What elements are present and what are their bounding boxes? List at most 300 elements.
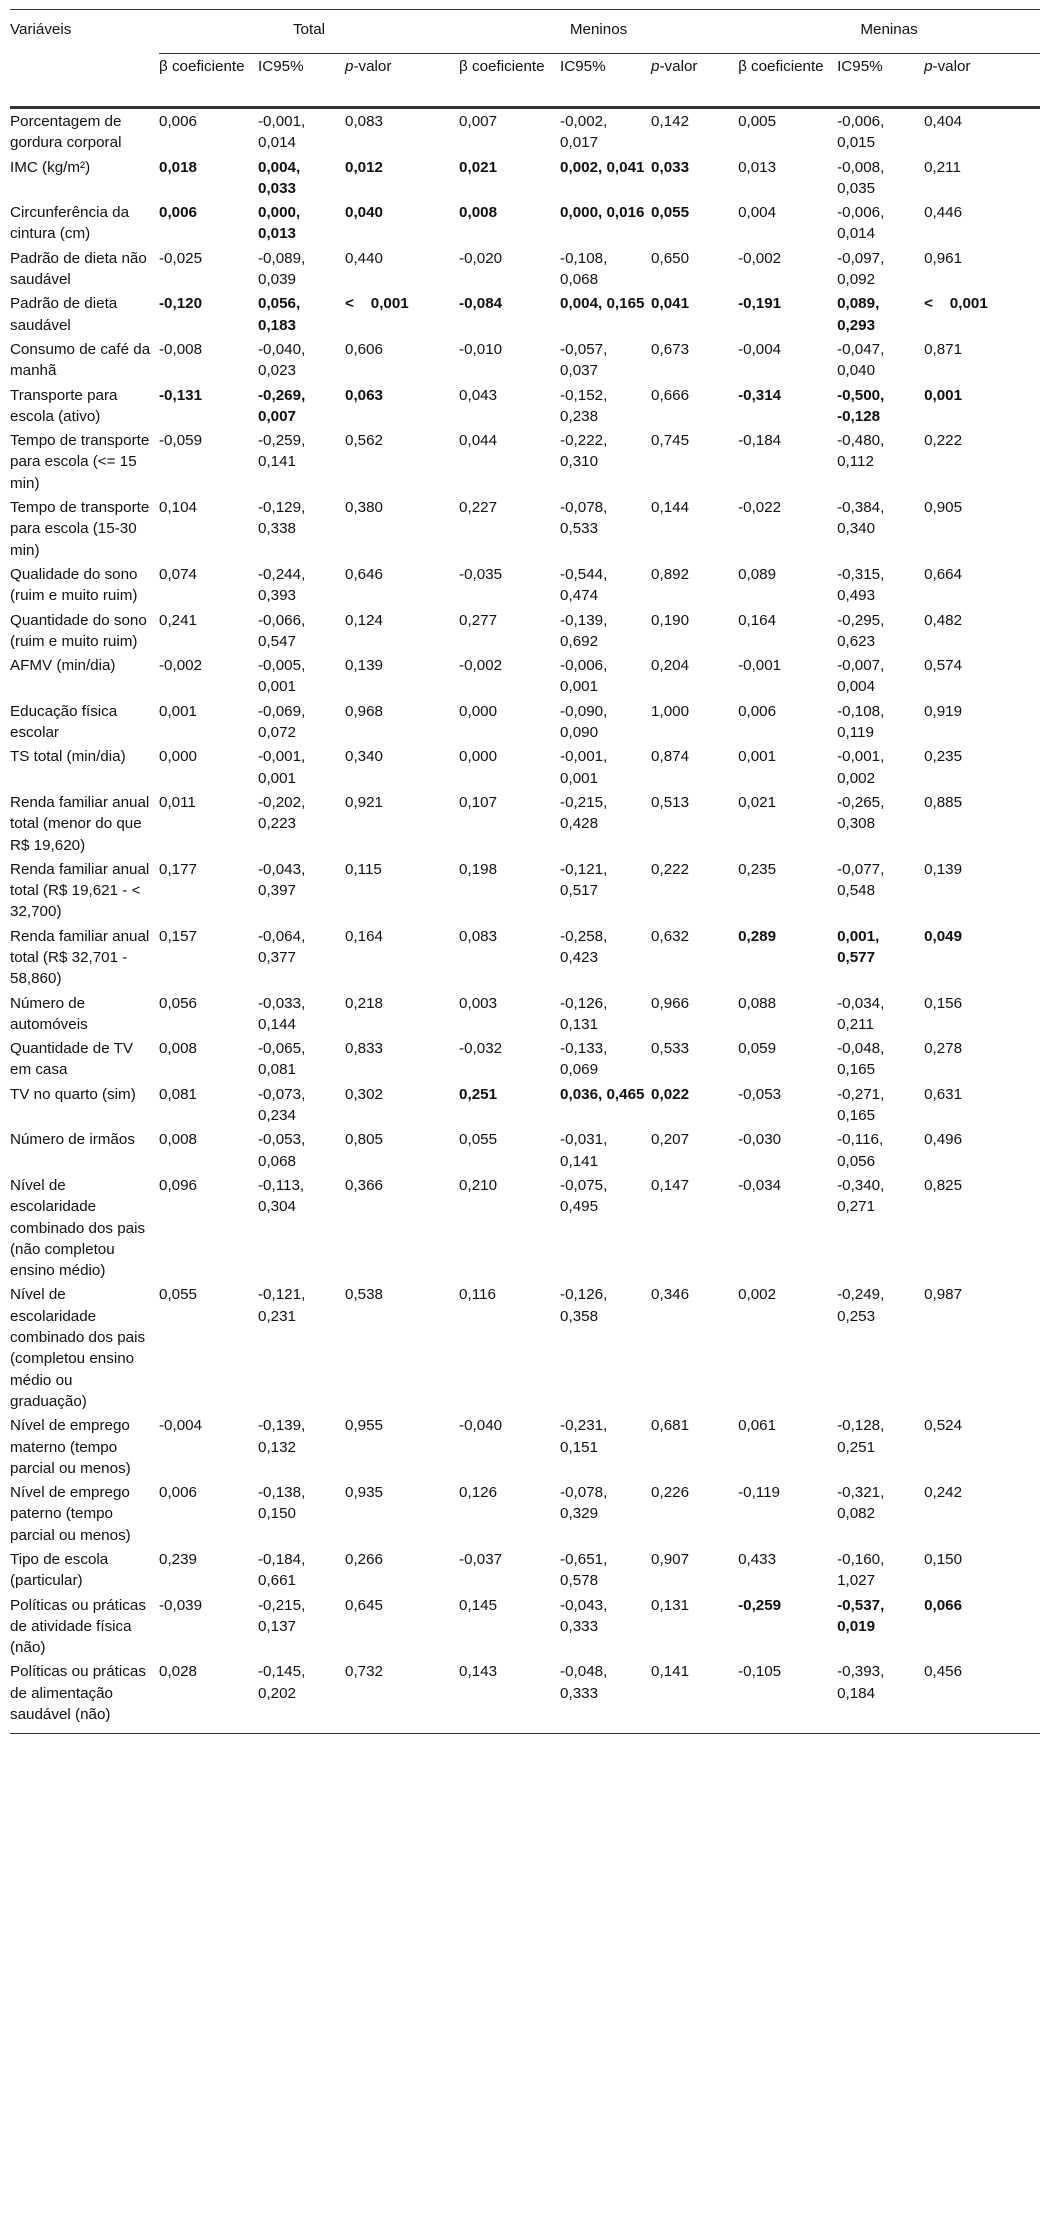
- cell-meninos-p: 0,907: [651, 1551, 690, 1568]
- cell-meninos-ci: -0,126, 0,131: [560, 994, 608, 1033]
- cell-meninos-beta: 0,007: [459, 113, 498, 130]
- cell-meninas-ci: -0,393, 0,184: [837, 1663, 885, 1702]
- group-header-meninas: Meninas: [738, 10, 1040, 54]
- cell-meninos-ci: -0,121, 0,517: [560, 860, 608, 900]
- cell-meninas-beta: -0,002: [738, 249, 782, 267]
- cell-total-ci: -0,269, 0,007: [258, 386, 306, 425]
- cell-meninas-p: 0,235: [924, 748, 963, 766]
- p-suffix: -valor: [659, 58, 698, 75]
- cell-meninos-p: 0,892: [651, 565, 690, 583]
- cell-meninas-p: 0,919: [924, 702, 963, 720]
- cell-total-beta: -0,131: [159, 386, 203, 404]
- variable-label: Qualidade do sono (ruim e muito ruim): [10, 565, 138, 605]
- cell-meninos-ci: -0,215, 0,428: [560, 793, 608, 833]
- cell-meninas-p: 0,001: [924, 386, 963, 404]
- cell-meninas-p: 0,631: [924, 1085, 963, 1103]
- cell-meninas-p: 0,211: [924, 158, 961, 176]
- cell-total-p: 0,968: [345, 702, 384, 720]
- cell-meninos-beta: -0,040: [459, 1417, 503, 1435]
- cell-meninas-ci: -0,340, 0,271: [837, 1176, 885, 1216]
- cell-meninos-ci: -0,126, 0,358: [560, 1286, 608, 1325]
- table-row: [10, 291, 1040, 337]
- group-header-meninos: Meninos: [459, 10, 738, 54]
- cell-meninas-beta: 0,021: [738, 793, 777, 811]
- cell-total-ci: 0,000, 0,013: [258, 204, 301, 243]
- cell-meninos-p: 0,055: [651, 204, 690, 222]
- ci-header: IC95%: [837, 58, 883, 75]
- table-body: [10, 108, 1040, 1734]
- cell-total-beta: 0,081: [159, 1085, 198, 1103]
- variables-header: Variáveis: [10, 21, 72, 38]
- cell-meninas-ci: -0,008, 0,035: [837, 158, 885, 197]
- cell-total-p: 0,805: [345, 1131, 384, 1149]
- cell-meninas-p: 0,066: [924, 1596, 963, 1614]
- table-row: [10, 1127, 1040, 1173]
- cell-meninos-p: 0,141: [651, 1663, 690, 1681]
- cell-meninas-p: 0,574: [924, 657, 963, 675]
- table-row: [10, 924, 1040, 991]
- table-row: [10, 108, 1040, 155]
- cell-meninos-p: 0,533: [651, 1040, 690, 1058]
- cell-meninos-ci: -0,002, 0,017: [560, 113, 608, 152]
- cell-total-beta: 0,241: [159, 611, 198, 629]
- table-row: [10, 428, 1040, 495]
- variable-label: Nível de emprego materno (tempo parcial ou menos): [10, 1417, 131, 1477]
- cell-meninos-beta: 0,083: [459, 927, 498, 945]
- variable-label: Políticas ou práticas de alimentação saudável (não): [10, 1663, 146, 1724]
- cell-total-ci: 0,056, 0,183: [258, 295, 301, 334]
- cell-meninas-beta: 0,433: [738, 1551, 777, 1568]
- variable-label: Consumo de café da manhã: [10, 340, 151, 380]
- cell-meninas-beta: 0,235: [738, 860, 777, 878]
- cell-meninas-p: 0,825: [924, 1176, 963, 1194]
- cell-meninas-p: 0,150: [924, 1551, 963, 1568]
- cell-meninos-beta: 0,277: [459, 611, 498, 629]
- variable-label: Padrão de dieta saudável: [10, 295, 118, 334]
- variable-label: Tempo de transporte para escola (<= 15 min): [10, 432, 150, 492]
- table-row: [10, 699, 1040, 745]
- cell-meninos-beta: 0,126: [459, 1484, 498, 1502]
- cell-meninos-beta: 0,227: [459, 499, 498, 517]
- cell-meninas-ci: -0,315, 0,493: [837, 565, 885, 605]
- cell-total-ci: -0,121, 0,231: [258, 1286, 306, 1325]
- cell-meninos-beta: 0,044: [459, 432, 498, 450]
- variable-label: Número de automóveis: [10, 994, 88, 1033]
- cell-meninos-p: 0,222: [651, 860, 690, 878]
- cell-meninas-ci: -0,295, 0,623: [837, 611, 885, 650]
- cell-total-beta: 0,056: [159, 994, 198, 1012]
- cell-meninos-p: 0,144: [651, 499, 690, 517]
- table-row: [10, 1593, 1040, 1660]
- cell-meninos-ci: -0,078, 0,533: [560, 499, 608, 538]
- cell-total-beta: 0,074: [159, 565, 198, 583]
- cell-total-ci: -0,215, 0,137: [258, 1596, 306, 1635]
- beta-header: β coeficiente: [738, 58, 824, 75]
- cell-meninas-beta: 0,061: [738, 1417, 777, 1435]
- cell-total-beta: 0,177: [159, 860, 198, 878]
- cell-meninos-beta: -0,002: [459, 657, 503, 675]
- cell-total-beta: 0,006: [159, 204, 198, 222]
- cell-total-beta: 0,001: [159, 702, 198, 720]
- cell-meninas-p: 0,278: [924, 1040, 963, 1058]
- cell-meninos-p: 0,673: [651, 340, 690, 358]
- header-group-row: [10, 10, 1040, 54]
- cell-meninos-p: 0,190: [651, 611, 690, 629]
- cell-meninos-beta: 0,198: [459, 860, 498, 878]
- cell-meninos-p: 0,226: [651, 1484, 690, 1502]
- cell-total-beta: 0,008: [159, 1131, 198, 1149]
- cell-meninas-beta: 0,002: [738, 1286, 777, 1304]
- cell-meninos-p: 1,000: [651, 702, 690, 720]
- cell-total-beta: 0,157: [159, 927, 198, 945]
- cell-meninas-ci: -0,006, 0,014: [837, 204, 885, 243]
- cell-meninas-p: 0,049: [924, 927, 963, 945]
- cell-total-p: 0,606: [345, 340, 384, 358]
- cell-meninas-ci: -0,271, 0,165: [837, 1085, 885, 1125]
- cell-meninos-ci: 0,004, 0,165: [560, 295, 645, 313]
- cell-meninos-p: 0,131: [651, 1596, 690, 1614]
- cell-total-p: 0,124: [345, 611, 384, 629]
- cell-meninos-beta: -0,010: [459, 340, 503, 358]
- cell-total-p: 0,732: [345, 1663, 384, 1681]
- p-value-header: [651, 54, 738, 108]
- cell-meninas-beta: -0,022: [738, 499, 782, 517]
- cell-meninas-beta: -0,314: [738, 386, 782, 404]
- table-row: [10, 155, 1040, 201]
- cell-meninos-ci: -0,057, 0,037: [560, 340, 608, 380]
- cell-meninas-p: 0,885: [924, 793, 963, 811]
- cell-meninas-ci: -0,116, 0,056: [837, 1131, 884, 1170]
- cell-meninas-ci: -0,047, 0,040: [837, 340, 885, 380]
- cell-meninas-beta: 0,289: [738, 927, 777, 945]
- cell-meninas-ci: -0,006, 0,015: [837, 113, 885, 152]
- cell-meninos-ci: 0,002, 0,041: [560, 158, 645, 176]
- cell-meninos-ci: -0,133, 0,069: [560, 1040, 608, 1079]
- cell-total-ci: 0,004, 0,033: [258, 158, 301, 197]
- cell-meninos-ci: 0,000, 0,016: [560, 204, 645, 222]
- cell-meninos-beta: 0,000: [459, 748, 498, 766]
- cell-total-p: 0,139: [345, 657, 384, 675]
- cell-total-ci: -0,202, 0,223: [258, 793, 306, 833]
- table-row: [10, 495, 1040, 562]
- cell-meninos-beta: 0,055: [459, 1131, 498, 1149]
- variable-label: Circunferência da cintura (cm): [10, 204, 130, 243]
- cell-meninos-ci: -0,001, 0,001: [560, 748, 608, 787]
- variable-label: Educação física escolar: [10, 702, 118, 742]
- cell-meninas-p: 0,156: [924, 994, 963, 1012]
- cell-meninos-p: 0,346: [651, 1286, 690, 1304]
- table-row: [10, 1173, 1040, 1282]
- cell-meninas-p: 0,446: [924, 204, 963, 222]
- cell-total-ci: -0,053, 0,068: [258, 1131, 306, 1170]
- variable-label: Renda familiar anual total (R$ 19,621 - < 32,700): [10, 860, 150, 921]
- cell-meninos-p: 0,142: [651, 113, 690, 130]
- cell-meninos-beta: 0,143: [459, 1663, 498, 1681]
- cell-total-p: 0,340: [345, 748, 384, 766]
- group-header-total: Total: [159, 10, 459, 54]
- cell-total-beta: 0,239: [159, 1551, 198, 1568]
- p-suffix: -valor: [932, 58, 971, 75]
- cell-total-beta: 0,008: [159, 1040, 198, 1058]
- cell-meninas-beta: -0,001: [738, 657, 782, 675]
- cell-meninas-beta: -0,259: [738, 1596, 782, 1614]
- cell-meninos-beta: -0,032: [459, 1040, 503, 1058]
- cell-meninos-beta: 0,145: [459, 1596, 498, 1614]
- cell-meninos-p: 0,966: [651, 994, 690, 1012]
- cell-meninos-ci: -0,139, 0,692: [560, 611, 608, 650]
- cell-total-ci: -0,184, 0,661: [258, 1551, 306, 1590]
- cell-meninas-ci: -0,249, 0,253: [837, 1286, 885, 1325]
- cell-meninas-p: 0,961: [924, 249, 963, 267]
- cell-meninos-beta: 0,000: [459, 702, 498, 720]
- cell-total-p: 0,440: [345, 249, 384, 267]
- cell-meninas-p: 0,496: [924, 1131, 963, 1149]
- cell-meninos-p: 0,745: [651, 432, 690, 450]
- table-row: [10, 1480, 1040, 1547]
- variable-label: Tempo de transporte para escola (15-30 min): [10, 499, 150, 559]
- regression-table: [10, 9, 1040, 1734]
- cell-meninas-beta: 0,006: [738, 702, 777, 720]
- variable-label: Quantidade do sono (ruim e muito ruim): [10, 611, 147, 650]
- cell-meninas-beta: -0,105: [738, 1663, 782, 1681]
- p-italic: p: [924, 58, 933, 75]
- cell-meninos-p: 0,041: [651, 295, 690, 313]
- cell-total-ci: -0,065, 0,081: [258, 1040, 306, 1079]
- cell-meninas-beta: 0,013: [738, 158, 777, 176]
- regression-table-container: [10, 9, 1040, 1734]
- cell-meninas-ci: -0,048, 0,165: [837, 1040, 885, 1079]
- variable-label: Porcentagem de gordura corporal: [10, 113, 122, 152]
- variable-label: Nível de emprego paterno (tempo parcial ou menos): [10, 1484, 131, 1544]
- cell-meninos-beta: 0,116: [459, 1286, 496, 1304]
- cell-meninos-ci: -0,075, 0,495: [560, 1176, 608, 1216]
- cell-total-beta: -0,039: [159, 1596, 203, 1614]
- cell-meninos-p: 0,207: [651, 1131, 690, 1149]
- table-row: [10, 200, 1040, 246]
- p-value-header: [924, 54, 1040, 108]
- cell-meninas-p: 0,987: [924, 1286, 963, 1304]
- cell-total-beta: 0,028: [159, 1663, 198, 1681]
- cell-total-ci: -0,073, 0,234: [258, 1085, 306, 1125]
- cell-meninos-beta: 0,107: [459, 793, 498, 811]
- cell-total-p: 0,645: [345, 1596, 384, 1614]
- table-row: [10, 383, 1040, 429]
- cell-total-beta: -0,002: [159, 657, 203, 675]
- table-row: [10, 1659, 1040, 1733]
- cell-total-beta: -0,120: [159, 295, 203, 313]
- cell-meninos-p: 0,874: [651, 748, 690, 766]
- cell-meninos-p: 0,147: [651, 1176, 690, 1194]
- cell-meninos-p: 0,632: [651, 927, 690, 945]
- header-sub-row: [10, 54, 1040, 108]
- cell-total-ci: -0,040, 0,023: [258, 340, 306, 380]
- cell-total-p: 0,012: [345, 158, 384, 176]
- cell-meninos-ci: -0,006, 0,001: [560, 657, 608, 696]
- cell-total-beta: -0,008: [159, 340, 203, 358]
- cell-total-ci: -0,138, 0,150: [258, 1484, 306, 1523]
- cell-meninos-p: 0,204: [651, 657, 690, 675]
- cell-meninos-ci: -0,231, 0,151: [560, 1417, 608, 1456]
- cell-meninos-ci: 0,036, 0,465: [560, 1085, 645, 1103]
- cell-total-beta: -0,025: [159, 249, 203, 267]
- cell-meninos-ci: -0,043, 0,333: [560, 1596, 608, 1635]
- p-italic: p: [651, 58, 660, 75]
- ci-header: IC95%: [258, 58, 304, 75]
- cell-meninas-ci: -0,480, 0,112: [837, 432, 885, 471]
- cell-total-beta: 0,096: [159, 1176, 198, 1194]
- beta-header: β coeficiente: [459, 58, 545, 75]
- cell-meninas-beta: 0,164: [738, 611, 777, 629]
- cell-total-ci: -0,089, 0,039: [258, 249, 306, 289]
- cell-total-p: 0,164: [345, 927, 384, 945]
- cell-meninas-p: 0,404: [924, 113, 963, 130]
- cell-total-ci: -0,064, 0,377: [258, 927, 306, 966]
- cell-meninos-ci: -0,258, 0,423: [560, 927, 608, 966]
- cell-meninos-beta: -0,020: [459, 249, 503, 267]
- variable-label: Renda familiar anual total (menor do que R$ 19,620): [10, 793, 150, 854]
- cell-total-beta: 0,018: [159, 158, 198, 176]
- cell-total-ci: -0,033, 0,144: [258, 994, 306, 1033]
- cell-total-p: 0,366: [345, 1176, 384, 1194]
- cell-meninas-beta: -0,030: [738, 1131, 782, 1149]
- cell-total-p: 0,115: [345, 860, 382, 878]
- cell-meninos-ci: -0,544, 0,474: [560, 565, 608, 605]
- variable-label: IMC (kg/m²): [10, 158, 91, 176]
- variable-label: Quantidade de TV em casa: [10, 1040, 133, 1079]
- cell-meninos-beta: 0,003: [459, 994, 498, 1012]
- cell-total-ci: -0,139, 0,132: [258, 1417, 306, 1456]
- cell-meninas-p: 0,456: [924, 1663, 963, 1681]
- cell-meninas-beta: 0,004: [738, 204, 777, 222]
- variable-label: Transporte para escola (ativo): [10, 386, 118, 425]
- cell-meninos-p: 0,513: [651, 793, 690, 811]
- table-row: [10, 653, 1040, 699]
- cell-meninas-ci: -0,321, 0,082: [837, 1484, 885, 1523]
- cell-total-beta: 0,000: [159, 748, 198, 766]
- cell-meninas-p: 0,664: [924, 565, 963, 583]
- cell-meninas-p: 0,242: [924, 1484, 963, 1502]
- cell-total-ci: -0,129, 0,338: [258, 499, 306, 538]
- cell-meninas-ci: -0,160, 1,027: [837, 1551, 885, 1590]
- cell-total-p: 0,646: [345, 565, 384, 583]
- cell-meninas-ci: -0,001, 0,002: [837, 748, 885, 787]
- cell-meninos-beta: 0,251: [459, 1085, 498, 1103]
- cell-total-p: 0,266: [345, 1551, 384, 1568]
- table-row: [10, 246, 1040, 292]
- cell-total-ci: -0,005, 0,001: [258, 657, 306, 696]
- cell-total-beta: -0,059: [159, 432, 203, 450]
- cell-total-p: 0,935: [345, 1484, 384, 1502]
- cell-meninos-ci: -0,222, 0,310: [560, 432, 608, 471]
- table-row: [10, 562, 1040, 608]
- table-row: [10, 857, 1040, 924]
- cell-meninas-ci: -0,007, 0,004: [837, 657, 885, 696]
- cell-meninos-beta: -0,035: [459, 565, 503, 583]
- cell-total-beta: 0,006: [159, 113, 198, 130]
- cell-meninos-beta: -0,037: [459, 1551, 503, 1568]
- cell-meninos-ci: -0,651, 0,578: [560, 1551, 608, 1590]
- cell-meninos-beta: 0,008: [459, 204, 498, 222]
- cell-meninas-beta: -0,119: [738, 1484, 780, 1502]
- cell-meninas-ci: -0,265, 0,308: [837, 793, 885, 833]
- cell-meninas-beta: -0,004: [738, 340, 782, 358]
- cell-meninos-p: 0,650: [651, 249, 690, 267]
- variable-label: TS total (min/dia): [10, 748, 126, 766]
- cell-meninos-p: 0,681: [651, 1417, 690, 1435]
- cell-meninas-ci: 0,001, 0,577: [837, 927, 880, 966]
- cell-total-p: 0,562: [345, 432, 384, 450]
- cell-meninas-ci: 0,089, 0,293: [837, 295, 880, 334]
- cell-meninas-beta: 0,001: [738, 748, 777, 766]
- cell-total-ci: -0,069, 0,072: [258, 702, 306, 742]
- cell-meninas-beta: 0,088: [738, 994, 777, 1012]
- cell-meninas-p: 0,139: [924, 860, 963, 878]
- cell-meninos-ci: -0,090, 0,090: [560, 702, 608, 742]
- cell-meninos-beta: 0,210: [459, 1176, 498, 1194]
- cell-total-ci: -0,259, 0,141: [258, 432, 306, 471]
- cell-meninas-p: 0,524: [924, 1417, 963, 1435]
- table-row: [10, 1547, 1040, 1593]
- p-value-header: [345, 54, 459, 108]
- p-italic: p: [345, 58, 354, 75]
- table-row: [10, 608, 1040, 654]
- table-row: [10, 790, 1040, 857]
- cell-meninos-ci: -0,048, 0,333: [560, 1663, 608, 1702]
- cell-total-ci: -0,145, 0,202: [258, 1663, 306, 1702]
- cell-total-p: 0,833: [345, 1040, 384, 1058]
- cell-meninas-beta: 0,089: [738, 565, 777, 583]
- cell-total-ci: -0,244, 0,393: [258, 565, 306, 605]
- cell-meninos-p: 0,666: [651, 386, 690, 404]
- p-suffix: -valor: [353, 58, 392, 75]
- cell-meninos-beta: -0,084: [459, 295, 503, 313]
- cell-meninas-beta: 0,059: [738, 1040, 777, 1058]
- variable-label: TV no quarto (sim): [10, 1085, 136, 1103]
- table-row: [10, 744, 1040, 790]
- ci-header: IC95%: [560, 58, 606, 75]
- cell-total-p: 0,063: [345, 386, 384, 404]
- cell-total-ci: -0,001, 0,001: [258, 748, 306, 787]
- cell-meninos-ci: -0,108, 0,068: [560, 249, 608, 289]
- cell-total-ci: -0,001, 0,014: [258, 113, 306, 152]
- cell-total-p: 0,921: [345, 793, 384, 811]
- cell-meninos-ci: -0,031, 0,141: [560, 1131, 608, 1170]
- cell-meninas-p: 0,905: [924, 499, 963, 517]
- cell-meninas-beta: -0,034: [738, 1176, 782, 1194]
- cell-meninas-ci: -0,108, 0,119: [837, 702, 885, 742]
- cell-total-ci: -0,066, 0,547: [258, 611, 306, 650]
- table-row: [10, 1413, 1040, 1480]
- cell-meninas-p: 0,482: [924, 611, 963, 629]
- cell-meninas-ci: -0,128, 0,251: [837, 1417, 885, 1456]
- cell-meninos-p: 0,022: [651, 1085, 690, 1103]
- variable-label: Nível de escolaridade combinado dos pais (completou ensino médio ou graduação): [10, 1286, 146, 1410]
- variable-label: Tipo de escola (particular): [10, 1551, 109, 1590]
- cell-meninas-beta: -0,053: [738, 1085, 782, 1103]
- cell-total-p: 0,538: [345, 1286, 384, 1304]
- variable-label: Políticas ou práticas de atividade física (não): [10, 1596, 146, 1657]
- cell-meninas-p: < 0,001: [924, 295, 988, 313]
- cell-total-p: < 0,001: [345, 295, 409, 313]
- cell-total-p: 0,955: [345, 1417, 384, 1435]
- cell-meninas-p: 0,222: [924, 432, 963, 450]
- cell-meninas-beta: -0,184: [738, 432, 782, 450]
- cell-meninas-ci: -0,537, 0,019: [837, 1596, 885, 1635]
- cell-meninas-ci: -0,097, 0,092: [837, 249, 885, 289]
- table-row: [10, 1036, 1040, 1082]
- cell-meninos-ci: -0,078, 0,329: [560, 1484, 608, 1523]
- variable-label: Número de irmãos: [10, 1131, 135, 1149]
